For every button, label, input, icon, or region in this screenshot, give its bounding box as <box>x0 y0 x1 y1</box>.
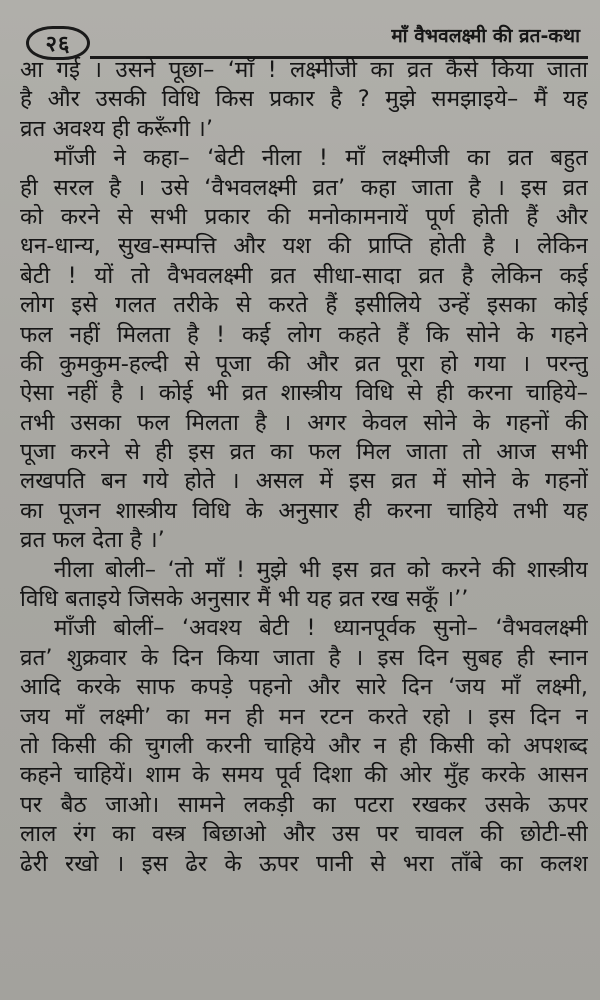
text-line: ही सरल है । उसे ‘वैभवलक्ष्मी व्रत’ कहा जाता है । इस व्रत <box>20 174 588 201</box>
text-line: लखपति बन गये होते । असल में इस व्रत में सोने के गहनों <box>20 468 588 495</box>
page-header <box>20 0 588 56</box>
text-line: व्रत अवश्य ही करूँगी ।’ <box>20 115 213 142</box>
text-line: पर बैठ जाओ। सामने लकड़ी का पटरा रखकर उसके ऊपर <box>20 791 588 818</box>
text-line: तो किसी की चुगली करनी चाहिये और न ही किसी को अपशब्द <box>20 732 588 759</box>
text-line: माँजी बोलीं– ‘अवश्य बेटी ! ध्यानपूर्वक सुनो– ‘वैभवलक्ष्मी <box>54 615 588 642</box>
text-line: बेटी ! यों तो वैभवलक्ष्मी व्रत सीधा-सादा व्रत है लेकिन कई <box>20 262 588 289</box>
text-line: की कुमकुम-हल्दी से पूजा की और व्रत पूरा हो गया । परन्तु <box>20 350 588 377</box>
text-line: आदि करके साफ कपड़े पहनो और सारे दिन ‘जय माँ लक्ष्मी, <box>20 674 588 701</box>
text-line: ऐसा नहीं है । कोई भी व्रत शास्त्रीय विधि से ही करना चाहिये– <box>20 380 588 407</box>
text-line: विधि बताइये जिसके अनुसार मैं भी यह व्रत रख सकूँ ।’’ <box>20 586 469 613</box>
text-line: व्रत फल देता है ।’ <box>20 527 165 554</box>
text-line: फल नहीं मिलता है ! कई लोग कहते हैं कि सोने के गहने <box>20 321 588 348</box>
text-line: ढेरी रखो । इस ढेर के ऊपर पानी से भरा ताँबे का कलश <box>20 850 588 877</box>
body-text <box>20 56 588 879</box>
text-line: कहने चाहियें। शाम के समय पूर्व दिशा की ओर मुँह करके आसन <box>20 762 588 789</box>
text-line: है और उसकी विधि किस प्रकार है ? मुझे समझाइये– मैं यह <box>20 86 588 113</box>
text-line: माँजी ने कहा– ‘बेटी नीला ! माँ लक्ष्मीजी का व्रत बहुत <box>54 145 588 172</box>
text-line: नीला बोली– ‘तो माँ ! मुझे भी इस व्रत को करने की शास्त्रीय <box>54 556 588 583</box>
text-line: आ गई । उसने पूछा– ‘माँ ! लक्ष्मीजी का व्रत कैसे किया जाता <box>20 57 588 83</box>
text-line: को करने से सभी प्रकार की मनोकामनायें पूर्ण होती हैं और <box>20 203 588 230</box>
text-line: धन-धान्य, सुख-सम्पत्ति और यश की प्राप्ति होती है । लेकिन <box>20 233 588 260</box>
text-line: पूजा करने से ही इस व्रत का फल मिल जाता तो आज सभी <box>20 439 588 466</box>
page-number: २६ <box>26 26 90 60</box>
text-line: लोग इसे गलत तरीके से करते हैं इसीलिये उन्हें इसका कोई <box>20 292 588 319</box>
text-line: व्रत’ शुक्रवार के दिन किया जाता है । इस दिन सुबह ही स्नान <box>20 644 588 671</box>
text-line: लाल रंग का वस्त्र बिछाओ और उस पर चावल की छोटी-सी <box>20 821 588 848</box>
text-line: तभी उसका फल मिलता है । अगर केवल सोने के गहनों की <box>20 409 588 436</box>
text-line: जय माँ लक्ष्मी’ का मन ही मन रटन करते रहो । इस दिन न <box>20 703 588 730</box>
text-line: का पूजन शास्त्रीय विधि के अनुसार ही करना चाहिये तभी यह <box>20 497 588 524</box>
running-title: माँ वैभवलक्ष्मी की व्रत-कथा <box>391 25 580 47</box>
